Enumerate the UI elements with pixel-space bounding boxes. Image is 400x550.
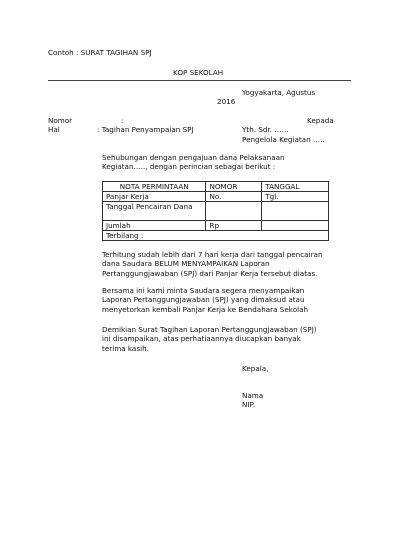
nomor-label: Nomor xyxy=(48,116,73,125)
nomor-colon: : xyxy=(121,116,124,125)
date-line: Yogyakarta, Agustus xyxy=(242,88,316,97)
nota-table xyxy=(102,181,329,241)
body-paragraph-2: Bersama ini kami minta Saudara segera menyampaikan Laporan Pertanggungjawaban (SPJ) yang dimaksud atau menyetorkan kembali Panjar Kerja ke Bendahara Sekolah xyxy=(102,286,309,314)
table-cell: No. xyxy=(206,192,262,202)
body-paragraph-1: Terhitung sudah lebih dari 7 hari kerja dari tanggal pencairan dana Saudara BELUM MENYAMPAIKAN Laporan Pertanggungjawaban (SPJ) dari Panjar Kerja tersebut diatas. xyxy=(102,250,323,278)
hal-value: : Tagihan Penyampaian SPJ xyxy=(97,125,194,134)
column-header: TANGGAL xyxy=(262,182,329,192)
body-paragraph-3: Demikian Surat Tagihan Laporan Pertanggungjawaban (SPJ) ini disampaikan, atas perhatiaannya diucapkan banyak terima kasih. xyxy=(102,325,317,353)
table-cell: Tgl. xyxy=(262,192,329,202)
recipient-role: Pengelola Kegiatan ….. xyxy=(242,135,325,144)
recipient-yth: Yth. Sdr. …… xyxy=(242,125,289,134)
column-header: NOTA PERMINTAAN xyxy=(103,182,206,192)
letterhead-divider xyxy=(48,80,351,81)
column-header: NOMOR xyxy=(206,182,262,192)
date-year: 2016 xyxy=(217,97,236,106)
table-cell xyxy=(206,202,262,221)
table-row xyxy=(103,221,329,231)
hal-label: Hal xyxy=(48,125,60,134)
example-title: Contoh : SURAT TAGIHAN SPJ xyxy=(48,48,152,57)
table-cell: Rp xyxy=(206,221,262,231)
table-cell xyxy=(262,202,329,221)
table-cell: Panjar Kerja xyxy=(103,192,206,202)
table-cell: Terbilang : xyxy=(103,231,329,241)
table-cell: Jumlah xyxy=(103,221,206,231)
signature-nip: NIP. xyxy=(242,400,255,409)
signature-name: Nama xyxy=(242,391,264,400)
table-header-row xyxy=(103,182,329,192)
table-cell xyxy=(262,221,329,231)
letterhead: KOP SEKOLAH xyxy=(173,68,224,77)
signature-title: Kepala, xyxy=(242,364,269,373)
table-row xyxy=(103,202,329,221)
recipient-kepada: Kepada xyxy=(307,116,334,125)
table-cell: Tanggal Pencairan Dana xyxy=(103,202,206,221)
intro-paragraph: Sehubungan dengan pengajuan dana Pelaksanaan Kegiatan….., dengan perincian sebagai berikut : xyxy=(102,153,285,172)
table-row xyxy=(103,192,329,202)
table-row xyxy=(103,231,329,241)
